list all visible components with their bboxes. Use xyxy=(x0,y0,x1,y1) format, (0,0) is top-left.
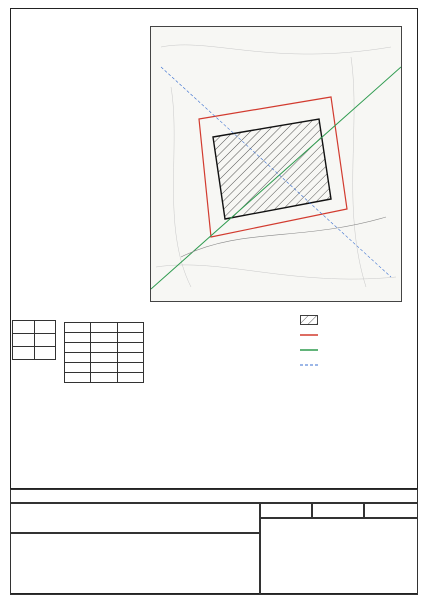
table-cell xyxy=(117,343,143,353)
column-header xyxy=(117,323,143,333)
table-cell xyxy=(91,343,117,353)
red-line-swatch-icon xyxy=(300,330,318,340)
table-cell xyxy=(117,363,143,373)
project-name xyxy=(10,503,260,533)
stage-cell xyxy=(260,503,312,518)
table-cell xyxy=(117,353,143,363)
legend-item xyxy=(300,315,404,325)
table-cell xyxy=(65,333,91,343)
approval-role xyxy=(13,334,35,347)
approval-role xyxy=(13,347,35,360)
approval-name xyxy=(34,321,56,334)
legend-item xyxy=(300,360,404,370)
approval-name xyxy=(34,334,56,347)
organization-name xyxy=(260,518,418,595)
table-header-row xyxy=(65,323,144,333)
sheets-total-cell xyxy=(364,503,418,518)
table-cell xyxy=(117,373,143,383)
table-cell xyxy=(91,363,117,373)
coordinate-table xyxy=(64,322,144,383)
column-header xyxy=(65,323,91,333)
table-cell xyxy=(65,373,91,383)
blue-line-swatch-icon xyxy=(300,360,318,370)
table-row xyxy=(65,343,144,353)
legend-item xyxy=(300,345,404,355)
table-row xyxy=(65,373,144,383)
green-line-swatch-icon xyxy=(300,345,318,355)
table-row xyxy=(13,321,56,334)
approval-name xyxy=(34,347,56,360)
table-cell xyxy=(117,333,143,343)
approval-table xyxy=(12,320,56,360)
table-row xyxy=(13,347,56,360)
table-cell xyxy=(91,333,117,343)
approval-role xyxy=(13,321,35,334)
table-row xyxy=(13,334,56,347)
table-cell xyxy=(91,353,117,363)
column-header xyxy=(91,323,117,333)
legend-item xyxy=(300,330,404,340)
title-block xyxy=(10,488,418,595)
hatch-swatch-icon xyxy=(300,315,318,325)
notes-block xyxy=(150,310,290,485)
site-plan-map xyxy=(150,26,402,302)
table-cell xyxy=(65,343,91,353)
table-cell xyxy=(91,373,117,383)
table-row xyxy=(65,333,144,343)
sheet-cell xyxy=(312,503,364,518)
table-row xyxy=(65,363,144,373)
document-code xyxy=(10,489,418,503)
table-cell xyxy=(65,363,91,373)
table-row xyxy=(65,353,144,363)
map-drawing xyxy=(151,27,401,301)
legend xyxy=(300,310,404,480)
table-cell xyxy=(65,353,91,363)
drawing-name xyxy=(10,533,260,595)
